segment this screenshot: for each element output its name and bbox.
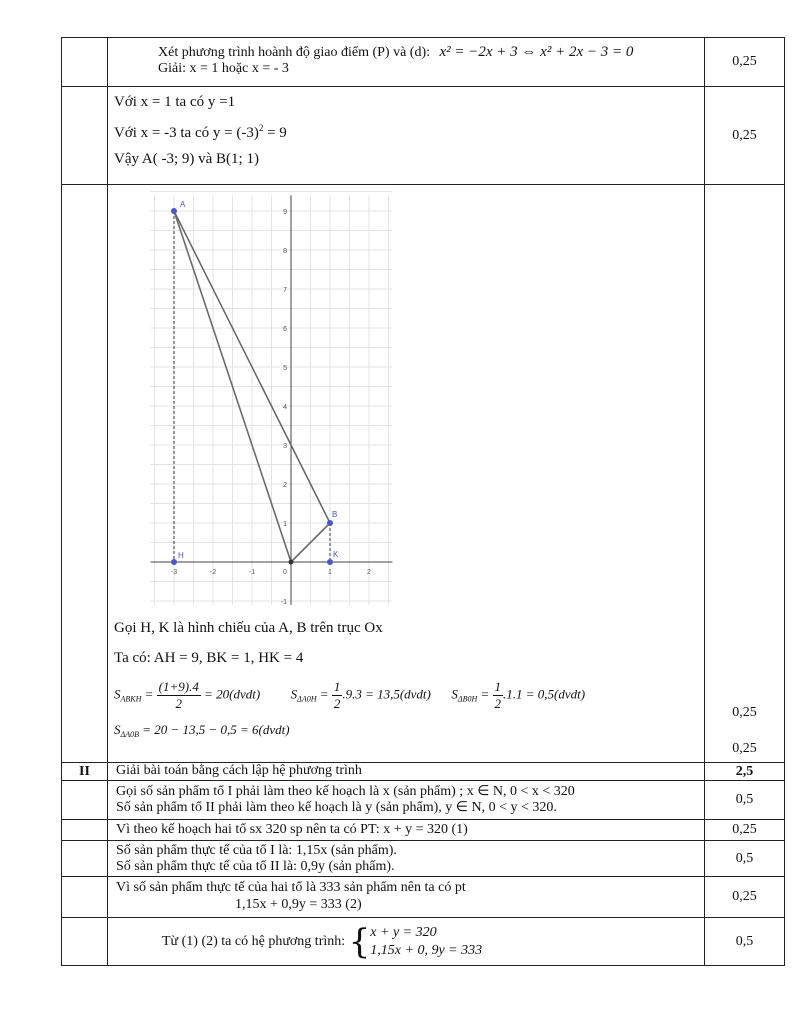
x-tick-label: 2 <box>367 569 371 576</box>
equation-intro: Xét phương trình hoành độ giao điểm (P) và (d): <box>158 45 430 60</box>
point-label-k: K <box>333 550 339 559</box>
content-cell <box>108 781 705 820</box>
content-cell <box>108 918 705 966</box>
y-tick-label: 5 <box>283 365 287 372</box>
point-conclusion: Vậy A( -3; 9) và B(1; 1) <box>114 151 259 167</box>
content-cell <box>108 87 705 185</box>
point-line-2: Với x = -3 ta có $y = (-3)^2 = 9$ <box>114 123 287 141</box>
x-tick-label: -2 <box>209 569 217 576</box>
point-k <box>327 559 333 565</box>
variable-x: Gọi số sản phẩm tổ I phải làm theo kế hoạch là x (sản phẩm) ; x ∈ N, 0 < x < 320 <box>116 784 575 799</box>
section-label: II <box>62 763 108 781</box>
row-equation-1 <box>62 820 785 841</box>
row-intersection-equation <box>62 38 785 87</box>
row-variables <box>62 781 785 820</box>
row-graph-area <box>62 185 785 763</box>
row-actual-products <box>62 841 785 877</box>
x-tick-label: -3 <box>170 569 178 576</box>
point-label-h: H <box>178 551 184 560</box>
section-cell <box>62 877 108 918</box>
x-tick-label: 0 <box>283 569 287 576</box>
score-cell: 0,5 <box>705 918 785 966</box>
score-cell: 0,5 <box>705 781 785 820</box>
content-cell <box>108 877 705 918</box>
point-b <box>327 520 333 526</box>
section-cell <box>62 781 108 820</box>
section-title: Giải bài toán bằng cách lập hệ phương trình <box>108 763 705 781</box>
score-cell <box>705 185 785 763</box>
equation-system: x + y = 320 1,15x + 0, 9y = 333 <box>370 924 483 958</box>
section-cell <box>62 918 108 966</box>
actual-team-2: Số sản phẩm thực tế của tổ II là: 0,9y (sản phẩm). <box>116 859 395 874</box>
equation-2: 1,15x + 0,9y = 333 (2) <box>235 897 362 912</box>
row-points <box>62 87 785 185</box>
score-cell: 0,25 <box>705 820 785 841</box>
y-tick-label: 8 <box>283 248 287 255</box>
section-cell <box>62 185 108 763</box>
area-result: $S_{\Delta A0B} = 20 - 13,5 - 0,5$ = 6(dvdt) <box>114 722 290 739</box>
row-section-2 <box>62 763 785 781</box>
score-cell: 0,5 <box>705 841 785 877</box>
projection-line: Gọi H, K là hình chiếu của A, B trên trục Ox <box>114 620 383 636</box>
origin-point <box>289 560 294 565</box>
equation-2-intro: Vì số sản phẩm thực tế của hai tổ là 333 sản phẩm nên ta có pt <box>116 880 466 895</box>
given-lengths: Ta có: AH = 9, BK = 1, HK = 4 <box>114 650 304 666</box>
section-cell <box>62 38 108 87</box>
score-b: 0,25 <box>732 741 757 756</box>
content-cell: Vì theo kế hoạch hai tổ sx 320 sp nên ta có PT: x + y = 320 (1) <box>108 820 705 841</box>
row-equation-2 <box>62 877 785 918</box>
area-formulas: $S_{ABKH}$ = $\frac{(1+9).4}{2}$ = 20(dvdt) $S_{\Delta A0H}$ = $\frac{1}{2}$ .9.3 = 13,5(dvdt) $S_{\Delta B0H}$ = $\frac{1}{2}$ .1.1 = 0,5(dvdt) <box>114 679 586 711</box>
solution-line: Giải: x = 1 hoặc x = - 3 <box>158 61 289 76</box>
variable-y: Số sản phẩm tổ II phải làm theo kế hoạch là y (sản phẩm), y ∈ N, 0 < y < 320. <box>116 800 557 815</box>
actual-team-1: Số sản phẩm thực tế của tổ I là: 1,15x (sản phẩm). <box>116 843 397 858</box>
score-cell: 0,25 <box>705 87 785 185</box>
point-label-a: A <box>180 200 186 209</box>
y-tick-label: 9 <box>283 209 287 216</box>
section-cell <box>62 820 108 841</box>
score-cell: 0,25 <box>705 38 785 87</box>
y-tick-label: 7 <box>283 287 287 294</box>
point-h <box>171 559 177 565</box>
point-a <box>171 208 177 214</box>
y-tick-label: 3 <box>283 443 287 450</box>
equation: x² = −2x + 3 ⇔ x² + 2x − 3 = 0 <box>439 44 634 60</box>
score-cell: 0,25 <box>705 877 785 918</box>
content-cell <box>108 38 705 87</box>
system-brace: { <box>348 921 371 962</box>
section-score: 2,5 <box>705 763 785 781</box>
y-tick-label: 6 <box>283 326 287 333</box>
x-tick-label: 1 <box>328 569 332 576</box>
y-tick-label: -1 <box>280 599 287 606</box>
answer-table <box>61 37 785 966</box>
section-cell <box>62 87 108 185</box>
y-tick-label: 2 <box>283 482 287 489</box>
y-tick-label: 4 <box>283 404 287 411</box>
system-intro: Từ (1) (2) ta có hệ phương trình: <box>162 933 346 949</box>
section-cell <box>62 841 108 877</box>
x-tick-label: -1 <box>248 569 256 576</box>
y-tick-label: 1 <box>283 521 287 528</box>
score-a: 0,25 <box>732 705 757 720</box>
coordinate-graph <box>112 189 412 609</box>
content-cell <box>108 185 705 763</box>
row-system <box>62 918 785 966</box>
point-label-b: B <box>332 510 338 519</box>
point-line-1: Với x = 1 ta có y =1 <box>114 94 236 110</box>
content-cell <box>108 841 705 877</box>
